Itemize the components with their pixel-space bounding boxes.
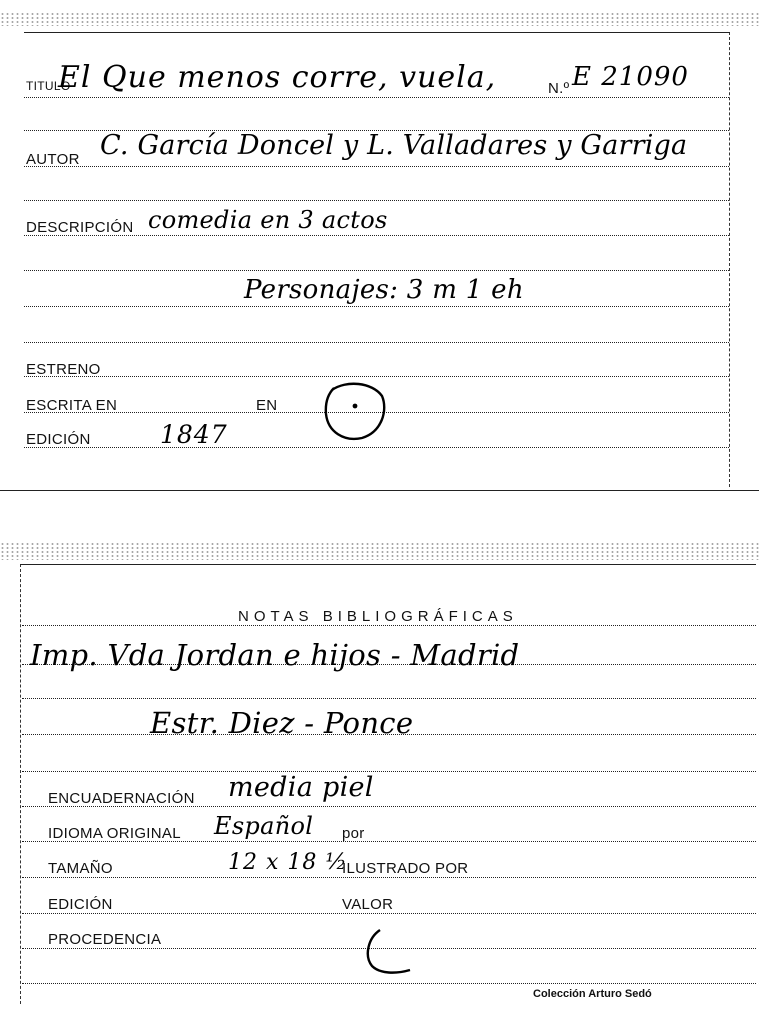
numero-label: N.º — [548, 80, 570, 97]
rule — [22, 771, 756, 772]
rule — [24, 97, 729, 98]
note-line-2: Estr. Diez - Ponce — [150, 706, 414, 740]
rule — [22, 913, 756, 914]
valor-label: VALOR — [342, 896, 394, 913]
card-bottom-top-edge — [20, 564, 756, 565]
descripcion-label: DESCRIPCIÓN — [26, 219, 134, 236]
notas-heading: NOTAS BIBLIOGRÁFICAS — [238, 608, 518, 625]
rule — [22, 877, 756, 878]
card-bottom-edge-texture — [0, 542, 759, 560]
rule — [24, 376, 729, 377]
rule — [24, 32, 730, 33]
idioma-original-value: Español — [214, 812, 314, 840]
note-line-1: Imp. Vda Jordan e hijos - Madrid — [30, 638, 520, 672]
card-top-edge-texture — [0, 12, 759, 26]
titulo-label: TITULO — [26, 79, 71, 93]
rule — [22, 983, 756, 984]
ilustrado-por-label: ILUSTRADO POR — [342, 860, 469, 877]
rule — [22, 625, 756, 626]
stamp-circle-icon — [322, 380, 388, 442]
escrita-en-label: ESCRITA EN — [26, 397, 118, 414]
procedencia-label: PROCEDENCIA — [48, 931, 162, 948]
autor-label: AUTOR — [26, 151, 80, 168]
estreno-label: ESTRENO — [26, 361, 101, 378]
tamano-label: TAMAÑO — [48, 860, 113, 877]
rule — [24, 447, 729, 448]
encuadernacion-label: ENCUADERNACIÓN — [48, 790, 195, 807]
rule — [24, 200, 729, 201]
titulo-value: El Que menos corre, vuela, — [58, 60, 497, 95]
idioma-original-label: IDIOMA ORIGINAL — [48, 825, 181, 842]
edicion-label-bottom: EDICIÓN — [48, 896, 113, 913]
rule — [24, 342, 729, 343]
personajes-value: Personajes: 3 m 1 eh — [244, 275, 524, 305]
numero-value: E 21090 — [572, 62, 689, 92]
edicion-value: 1847 — [160, 420, 228, 449]
rule — [24, 306, 729, 307]
stamp-arc-icon — [360, 926, 420, 978]
rule — [22, 698, 756, 699]
rule — [24, 166, 729, 167]
encuadernacion-value: media piel — [228, 772, 374, 803]
rule — [24, 270, 729, 271]
card-top-bottom-edge — [0, 490, 759, 491]
tamano-value: 12 x 18 ½ — [228, 850, 348, 875]
edicion-label: EDICIÓN — [26, 431, 91, 448]
card-bottom-left-border — [20, 564, 21, 1004]
por-label: por — [342, 825, 365, 842]
autor-value: C. García Doncel y L. Valladares y Garriga — [100, 130, 688, 161]
en-label: EN — [256, 397, 278, 414]
collection-credit: Colección Arturo Sedó — [533, 988, 652, 1000]
catalog-card-top — [0, 0, 759, 492]
card-top-right-border — [729, 32, 730, 487]
catalog-card-bottom — [0, 538, 759, 1028]
descripcion-value: comedia en 3 actos — [148, 206, 388, 234]
